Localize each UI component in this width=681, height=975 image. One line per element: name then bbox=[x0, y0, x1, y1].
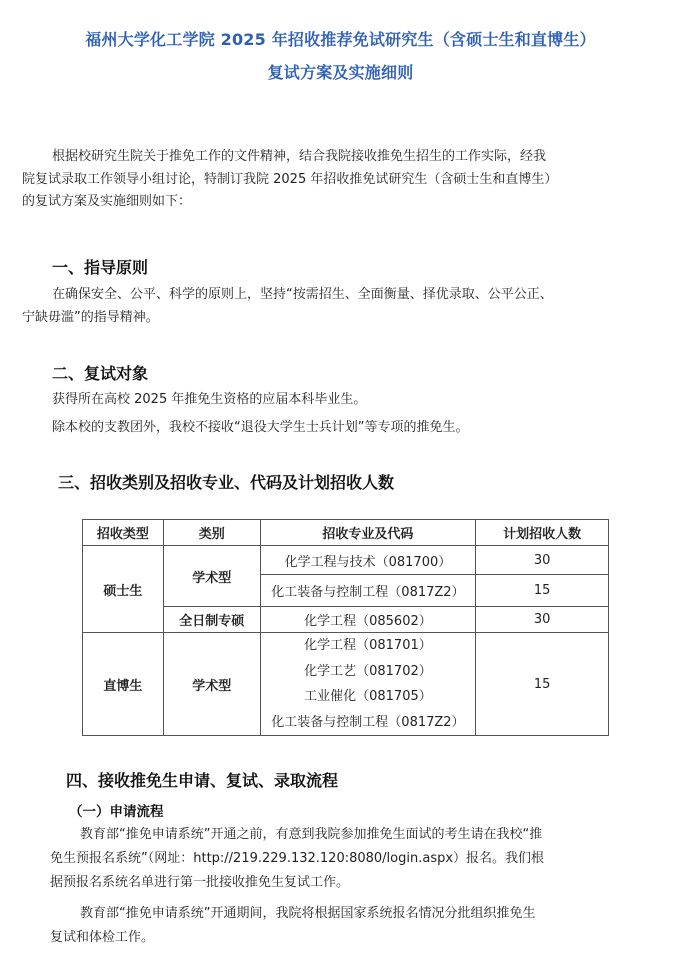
table-row bbox=[83, 546, 609, 575]
count-cell: 30 bbox=[476, 607, 609, 633]
intro-line: 根据校研究生院关于推免工作的文件精神，结合我院接收推免生招生的工作实际，经我 bbox=[52, 149, 547, 164]
table-header-row bbox=[83, 520, 609, 546]
major-cell: 化学工程与技术（081700） bbox=[260, 546, 476, 575]
section4-paragraph1 bbox=[50, 823, 670, 895]
section4-line: 复试和体检工作。 bbox=[50, 930, 155, 945]
section1-line: 在确保安全、公平、科学的原则上，坚持“按需招生、全面衡量、择优录取、公平公正、 bbox=[52, 287, 553, 302]
doc-title-line1: 福州大学化工学院 2025 年招收推荐免试研究生（含硕士生和直博生） bbox=[85, 30, 596, 49]
section1-paragraph bbox=[22, 284, 662, 329]
section-heading-guiding-principle: 一、指导原则 bbox=[52, 258, 149, 277]
section2-line: 除本校的支教团外，我校不接收“退役大学生士兵计划”等专项的推免生。 bbox=[52, 419, 469, 435]
table-header-cell: 计划招收人数 bbox=[476, 520, 609, 546]
enrollment-table bbox=[82, 519, 609, 736]
category-cell-academic: 学术型 bbox=[163, 546, 260, 607]
major-item: 工业催化（081705） bbox=[304, 689, 432, 704]
type-cell-phd: 直博生 bbox=[83, 633, 164, 736]
section-heading-retest-target: 二、复试对象 bbox=[52, 364, 149, 383]
major-cell: 化工装备与控制工程（0817Z2） bbox=[260, 575, 476, 607]
major-list-cell bbox=[260, 633, 476, 736]
section4-line: 免生预报名系统”（网址：http://219.229.132.120:8080/login.aspx）报名。我们根 bbox=[50, 851, 545, 866]
intro-line: 院复试录取工作领导小组讨论，特制订我院 2025 年招收推免试研究生（含硕士生和直博生） bbox=[22, 171, 558, 187]
count-cell: 30 bbox=[476, 546, 609, 575]
major-cell: 化学工程（085602） bbox=[260, 607, 476, 633]
table-header-cell: 类别 bbox=[163, 520, 260, 546]
table-header-cell: 招收类型 bbox=[83, 520, 164, 546]
count-cell: 15 bbox=[476, 575, 609, 607]
major-item: 化学工艺（081702） bbox=[304, 663, 432, 679]
section4-line: 教育部“推免申请系统”开通期间，我院将根据国家系统报名情况分批组织推免生 bbox=[80, 906, 536, 921]
section2-paragraph bbox=[52, 389, 672, 439]
section-heading-process: 四、接收推免生申请、复试、录取流程 bbox=[66, 771, 339, 790]
table-header-cell: 招收专业及代码 bbox=[260, 520, 476, 546]
section2-line: 获得所在高校 2025 年推免生资格的应届本科毕业生。 bbox=[52, 392, 367, 407]
type-cell-master: 硕士生 bbox=[83, 546, 164, 633]
major-item: 化工装备与控制工程（0817Z2） bbox=[271, 714, 465, 730]
count-cell: 15 bbox=[476, 633, 609, 736]
subsection-heading-application: （一）申请流程 bbox=[69, 804, 164, 820]
category-cell-academic: 学术型 bbox=[163, 633, 260, 736]
doc-title-line2: 复试方案及实施细则 bbox=[267, 63, 414, 82]
major-item: 化学工程（081701） bbox=[304, 638, 432, 653]
section-heading-enrollment-plan: 三、招收类别及招收专业、代码及计划招收人数 bbox=[58, 473, 395, 492]
section1-line: 宁缺毋滥”的指导精神。 bbox=[22, 309, 159, 325]
section4-line: 据预报名系统名单进行第一批接收推免生复试工作。 bbox=[50, 875, 350, 890]
section4-paragraph2 bbox=[50, 902, 670, 950]
category-cell-fulltime: 全日制专硕 bbox=[163, 607, 260, 633]
table-row bbox=[83, 633, 609, 736]
section4-line: 教育部“推免申请系统”开通之前，有意到我院参加推免生面试的考生请在我校“推 bbox=[80, 827, 543, 842]
intro-line: 的复试方案及实施细则如下： bbox=[22, 194, 192, 209]
intro-paragraph bbox=[22, 146, 662, 214]
